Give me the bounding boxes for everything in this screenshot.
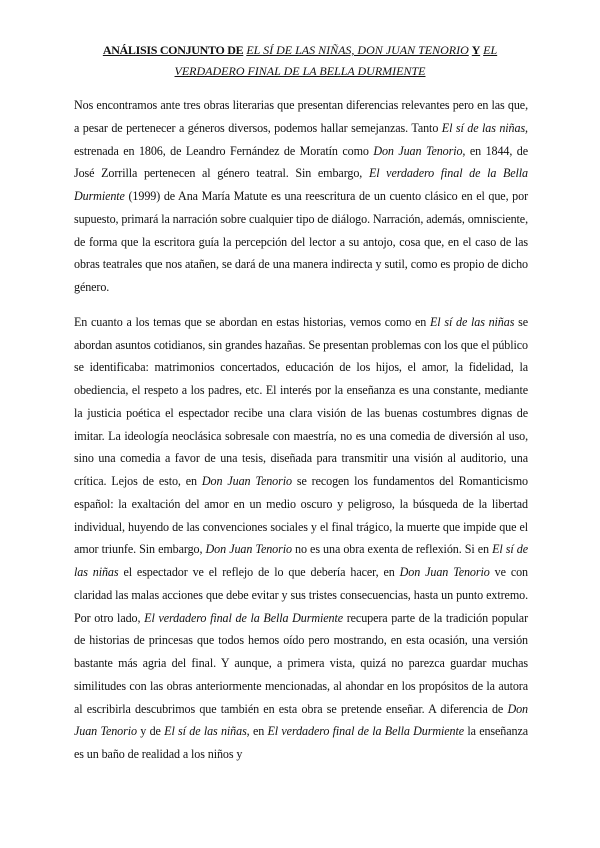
p2-work-title-9: El verdadero final de la Bella Durmiente: [267, 724, 464, 739]
p2-text-10: la enseñanza es un baño de realidad a los niños y: [74, 724, 528, 761]
p2-text-7: recupera parte de la tradición popular de historias de princesas que todos hemos oído pero mostrando, en esta ocasión, una versión bastante más agria del final. Y aunque, a primera vista, quizá no parezca guardar muchas similitudes con las obras anteriormente mencionadas, al ahondar en los propósitos de la autora al escribirla descubrimos que también en esta obra se pretende enseñar. A diferencia de: [74, 610, 528, 716]
p2-work-title-7: Don Juan Tenorio: [74, 701, 528, 739]
p2-work-title-8: El sí de las niñas,: [164, 724, 250, 739]
p2-text-9: en: [249, 724, 268, 739]
p2-text-1: En cuanto a los temas que se abordan en estas historias, vemos como en: [74, 314, 430, 329]
p2-work-title-4: El sí de las niñas: [74, 542, 528, 579]
p2-work-title-1: El sí de las niñas: [430, 314, 515, 329]
p2-text-5: el espectador ve el reflejo de lo que debería hacer, en: [118, 565, 400, 579]
document-body: [74, 94, 528, 766]
p2-text-2: se abordan asuntos cotidianos, sin grandes hazañas. Se presentan problemas con los que el público se identificaba: matrimonios concertados, educación de los hijos, el amor, la fidelidad, la obediencia, el respeto a los padres, etc. El interés por la enseñanza es una constante, mediante la justicia poética el espectador recibe una clara visión de las buenas costumbres dignas de imitar. La ideología neoclásica sobresale con maestría, no es una comedia de diversión al uso, sino una comedia a favor de una tesis, diseñada para transmitir una visión al auditorio, una crítica. Lejos de esto, en: [74, 314, 528, 488]
document-title: [74, 40, 526, 82]
p2-text-8: y de: [136, 724, 165, 739]
title-italic-works: EL SÍ DE LAS NIÑAS, DON JUAN TENORIO: [246, 43, 469, 57]
p2-text-6: ve con claridad las malas acciones que debe evitar y sus tristes consecuencias, hasta un punto extremo. Por otro lado,: [74, 565, 528, 625]
p1-text-3: en 1844, de José Zorrilla pertenecen al género teatral. Sin embargo,: [74, 143, 528, 181]
paragraph-1: [74, 94, 528, 299]
p1-work-title-3: El verdadero final de la Bella Durmiente: [74, 166, 528, 203]
p2-work-title-3: Don Juan Tenorio: [205, 542, 292, 557]
p2-text-4: no es una obra exenta de reflexión. Si en: [291, 542, 493, 557]
p2-work-title-5: Don Juan Tenorio: [399, 565, 490, 579]
p1-text-4: (1999) de Ana María Matute es una reescritura de un cuento clásico en el que, por supuesto, primará la narración sobre cualquier tipo de diálogo. Narración, además, omnisciente, de forma que la escritora guía la percepción del lector a su antojo, cosa que, en el caso de las obras teatrales que nos atañen, se dará de una manera indirecta y sutil, como es propio de dicho género.: [74, 189, 528, 294]
p2-work-title-6: El verdadero final de la Bella Durmiente: [144, 610, 343, 625]
title-connector: Y: [471, 43, 481, 57]
title-italic-work-3: EL VERDADERO FINAL DE LA BELLA DURMIENTE: [174, 43, 498, 78]
p2-work-title-2: Don Juan Tenorio: [201, 474, 292, 488]
p1-text-1: Nos encontramos ante tres obras literarias que presentan diferencias relevantes pero en las que, a pesar de pertenecer a géneros diversos, podemos hallar semejanzas. Tanto: [74, 98, 528, 135]
title-bold-part: ANÁLISIS CONJUNTO DE: [102, 43, 244, 57]
p1-text-2: estrenada en 1806, de Leandro Fernández de Moratín como: [74, 143, 374, 158]
p1-work-title-2: Don Juan Tenorio,: [373, 143, 466, 158]
p2-text-3: se recogen los fundamentos del Romanticismo español: la exaltación del amor en un medio oscuro y peligroso, la búsqueda de la libertad individual, huyendo de las convenciones sociales y el final trágico, la muerte que impide que el amor triunfe. Sin embargo,: [74, 474, 528, 557]
paragraph-2: [74, 311, 528, 766]
p1-work-title-1: El sí de las niñas,: [441, 120, 528, 135]
